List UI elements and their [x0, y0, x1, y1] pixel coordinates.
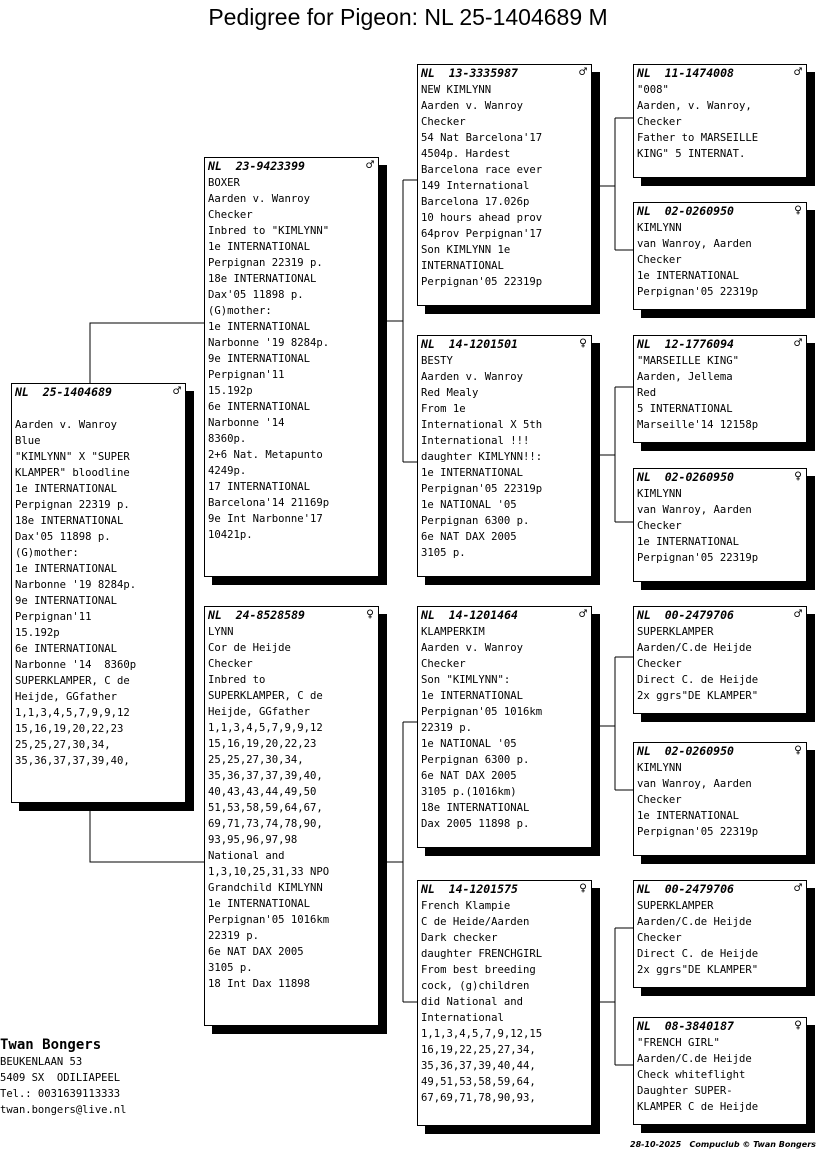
pigeon-details — [634, 1034, 806, 1115]
detail-line: Aarden/C.de Heijde — [637, 916, 752, 928]
card-header — [634, 881, 806, 897]
detail-line: 18e INTERNATIONAL — [421, 802, 530, 814]
owner-city: 5409 SX ODILIAPEEL — [0, 1072, 121, 1084]
detail-line: Perpignan'05 22319p — [421, 276, 543, 288]
detail-line: Perpignan 22319 p. — [208, 257, 323, 269]
detail-line: Narbonne '14 8360p — [15, 659, 137, 671]
detail-line: 10 hours ahead prov — [421, 212, 543, 224]
detail-line: Checker — [637, 520, 682, 532]
ring-number: NL 08-3840187 — [637, 1019, 734, 1033]
detail-line: 3105 p.(1016km) — [421, 786, 517, 798]
ring-number: NL 13-3335987 — [421, 66, 518, 80]
detail-line: 149 International — [421, 180, 530, 192]
detail-line: van Wanroy, Aarden — [637, 778, 752, 790]
female-symbol-icon: ♀ — [366, 607, 374, 622]
detail-line: KIMLYNN — [637, 222, 682, 234]
detail-line: Dax 2005 11898 p. — [421, 818, 530, 830]
pigeon-details — [634, 352, 806, 433]
pigeon-card-ssd — [633, 202, 807, 310]
ring-number: NL 12-1776094 — [637, 337, 734, 351]
detail-line: Father to MARSEILLE — [637, 132, 759, 144]
detail-line: NEW KIMLYNN — [421, 84, 492, 96]
detail-line: "FRENCH GIRL" — [637, 1037, 720, 1049]
detail-line: 6e INTERNATIONAL — [208, 401, 311, 413]
detail-line: Perpignan 6300 p. — [421, 515, 530, 527]
detail-line: Perpignan'11 — [15, 611, 92, 623]
detail-line: Narbonne '19 8284p. — [15, 579, 137, 591]
detail-line: 8360p. — [208, 433, 247, 445]
detail-line: Checker — [637, 932, 682, 944]
detail-line: Red Mealy — [421, 387, 479, 399]
detail-line: 6e INTERNATIONAL — [15, 643, 118, 655]
male-symbol-icon: ♂ — [579, 607, 587, 622]
male-symbol-icon: ♂ — [366, 158, 374, 173]
detail-line: 51,53,58,59,64,67, — [208, 802, 323, 814]
pigeon-card-ds — [417, 606, 592, 848]
detail-line: Cor de Heijde — [208, 642, 291, 654]
detail-line: 67,69,71,78,90,93, — [421, 1092, 536, 1104]
detail-line: 10421p. — [208, 529, 253, 541]
detail-line: International !!! — [421, 435, 530, 447]
detail-line: Perpignan'05 22319p — [637, 286, 759, 298]
detail-line: Inbred to "KIMLYNN" — [208, 225, 330, 237]
ring-number: NL 02-0260950 — [637, 744, 734, 758]
pigeon-details — [634, 81, 806, 162]
detail-line: National and — [208, 850, 285, 862]
pigeon-details — [418, 897, 591, 1106]
card-header — [418, 881, 591, 897]
female-symbol-icon: ♀ — [794, 1018, 802, 1033]
owner-name: Twan Bongers — [0, 1037, 102, 1053]
detail-line: 64prov Perpignan'17 — [421, 228, 543, 240]
detail-line: 9e Int Narbonne'17 — [208, 513, 323, 525]
detail-line: Red — [637, 387, 657, 399]
page-title: Pedigree for Pigeon: NL 25-1404689 M — [208, 4, 608, 30]
detail-line: Marseille'14 12158p — [637, 419, 759, 431]
detail-line: 1e INTERNATIONAL — [637, 270, 740, 282]
detail-line: 15,16,19,20,22,23 — [15, 723, 124, 735]
pigeon-card-ss — [417, 64, 592, 306]
detail-line: Perpignan'05 22319p — [637, 552, 759, 564]
female-symbol-icon: ♀ — [794, 743, 802, 758]
detail-line: 6e NAT DAX 2005 — [208, 946, 304, 958]
male-symbol-icon: ♂ — [173, 384, 181, 399]
detail-line: 15,16,19,20,22,23 — [208, 738, 317, 750]
detail-line: 1e INTERNATIONAL — [637, 810, 740, 822]
detail-line: Direct C. de Heijde — [637, 948, 759, 960]
detail-line: daughter FRENCHGIRL — [421, 948, 543, 960]
detail-line: 2x ggrs"DE KLAMPER" — [637, 690, 759, 702]
detail-line: Narbonne '19 8284p. — [208, 337, 330, 349]
card-header — [634, 469, 806, 485]
detail-line: 3105 p. — [208, 962, 253, 974]
detail-line: Dax'05 11898 p. — [15, 531, 111, 543]
detail-line: 49,51,53,58,59,64, — [421, 1076, 536, 1088]
pigeon-card-subject — [11, 383, 186, 803]
ring-number: NL 24-8528589 — [208, 608, 305, 622]
detail-line: 6e NAT DAX 2005 — [421, 531, 517, 543]
footer-credit: 28-10-2025 Compuclub © Twan Bongers — [630, 1140, 816, 1149]
detail-line: LYNN — [208, 626, 234, 638]
card-header — [418, 336, 591, 352]
detail-line: 1e INTERNATIONAL — [637, 536, 740, 548]
card-header — [634, 607, 806, 623]
card-header — [12, 384, 185, 400]
pigeon-details — [634, 897, 806, 978]
detail-line: Checker — [208, 209, 253, 221]
owner-phone: Tel.: 0031639113333 — [0, 1088, 121, 1100]
detail-line: BOXER — [208, 177, 240, 189]
detail-line: Checker — [637, 116, 682, 128]
ring-number: NL 00-2479706 — [637, 882, 734, 896]
detail-line: van Wanroy, Aarden — [637, 504, 752, 516]
card-header — [418, 65, 591, 81]
detail-line: 1e INTERNATIONAL — [15, 563, 118, 575]
detail-line: KING" 5 INTERNAT. — [637, 148, 746, 160]
detail-line: Check whiteflight — [637, 1069, 746, 1081]
detail-line: Perpignan'05 1016km — [421, 706, 543, 718]
pigeon-details — [12, 400, 185, 769]
card-header — [205, 607, 378, 623]
detail-line: Aarden v. Wanroy — [421, 642, 524, 654]
detail-line: Aarden v. Wanroy — [208, 193, 311, 205]
detail-line: 1e INTERNATIONAL — [421, 690, 524, 702]
detail-line: (G)mother: — [208, 305, 272, 317]
detail-line: KIMLYNN — [637, 762, 682, 774]
detail-line: KLAMPER" bloodline — [15, 467, 130, 479]
female-symbol-icon: ♀ — [579, 336, 587, 351]
detail-line: Dax'05 11898 p. — [208, 289, 304, 301]
detail-line: Inbred to — [208, 674, 266, 686]
detail-line: Perpignan'05 22319p — [421, 483, 543, 495]
detail-line: 18e INTERNATIONAL — [15, 515, 124, 527]
detail-line: KLAMPER C de Heijde — [637, 1101, 759, 1113]
pigeon-card-dam — [204, 606, 379, 1026]
detail-line: From 1e — [421, 403, 466, 415]
detail-line: 1e INTERNATIONAL — [421, 467, 524, 479]
pigeon-card-sss — [633, 64, 807, 178]
detail-line: Aarden v. Wanroy — [421, 371, 524, 383]
detail-line: 35,36,37,37,39,40, — [15, 755, 130, 767]
detail-line: 5 INTERNATIONAL — [637, 403, 733, 415]
detail-line: SUPERKLAMPER — [637, 626, 714, 638]
detail-line: 35,36,37,39,40,44, — [421, 1060, 536, 1072]
detail-line: Heijde, GGfather — [208, 706, 311, 718]
pigeon-card-dss — [633, 606, 807, 714]
detail-line: Checker — [421, 658, 466, 670]
detail-line: van Wanroy, Aarden — [637, 238, 752, 250]
detail-line: 1,1,3,4,5,7,9,9,12 — [208, 722, 323, 734]
male-symbol-icon: ♂ — [794, 607, 802, 622]
detail-line: 17 INTERNATIONAL — [208, 481, 311, 493]
detail-line: 1e INTERNATIONAL — [208, 241, 311, 253]
detail-line: Daughter SUPER- — [637, 1085, 733, 1097]
pigeon-details — [418, 623, 591, 832]
detail-line: 1,3,10,25,31,33 NPO — [208, 866, 330, 878]
card-header — [205, 158, 378, 174]
male-symbol-icon: ♂ — [579, 65, 587, 80]
pigeon-card-sire — [204, 157, 379, 577]
ring-number: NL 23-9423399 — [208, 159, 305, 173]
detail-line: Aarden/C.de Heijde — [637, 642, 752, 654]
detail-line: Perpignan'05 1016km — [208, 914, 330, 926]
detail-line: Dark checker — [421, 932, 498, 944]
detail-line: 69,71,73,74,78,90, — [208, 818, 323, 830]
detail-line: Barcelona race ever — [421, 164, 543, 176]
pigeon-card-dd — [417, 880, 592, 1126]
detail-line: KIMLYNN — [637, 488, 682, 500]
detail-line: 15.192p — [15, 627, 60, 639]
card-header — [634, 203, 806, 219]
detail-line: 18e INTERNATIONAL — [208, 273, 317, 285]
pigeon-details — [205, 174, 378, 543]
male-symbol-icon: ♂ — [794, 881, 802, 896]
ring-number: NL 14-1201501 — [421, 337, 518, 351]
female-symbol-icon: ♀ — [579, 881, 587, 896]
ring-number: NL 14-1201464 — [421, 608, 518, 622]
ring-number: NL 25-1404689 — [15, 385, 112, 399]
ring-number: NL 00-2479706 — [637, 608, 734, 622]
detail-line: Checker — [637, 658, 682, 670]
detail-line: 93,95,96,97,98 — [208, 834, 298, 846]
pigeon-card-sds — [633, 335, 807, 443]
detail-line: Aarden/C.de Heijde — [637, 1053, 752, 1065]
detail-line: SUPERKLAMPER, C de — [15, 675, 130, 687]
detail-line: 25,25,27,30,34, — [15, 739, 111, 751]
detail-line: BESTY — [421, 355, 453, 367]
detail-line: INTERNATIONAL — [421, 260, 504, 272]
detail-line: Checker — [637, 794, 682, 806]
detail-line: 1,1,3,4,5,7,9,12,15 — [421, 1028, 543, 1040]
pigeon-card-dds — [633, 880, 807, 988]
male-symbol-icon: ♂ — [794, 65, 802, 80]
detail-line: Aarden, v. Wanroy, — [637, 100, 752, 112]
detail-line: 54 Nat Barcelona'17 — [421, 132, 543, 144]
detail-line: Checker — [208, 658, 253, 670]
detail-line: Narbonne '14 — [208, 417, 285, 429]
detail-line: Barcelona'14 21169p — [208, 497, 330, 509]
card-header — [634, 1018, 806, 1034]
detail-line: 6e NAT DAX 2005 — [421, 770, 517, 782]
owner-info — [0, 1036, 126, 1118]
detail-line: 25,25,27,30,34, — [208, 754, 304, 766]
detail-line: SUPERKLAMPER, C de — [208, 690, 323, 702]
detail-line: 9e INTERNATIONAL — [15, 595, 118, 607]
detail-line — [15, 401, 183, 417]
pigeon-details — [634, 623, 806, 704]
detail-line: "MARSEILLE KING" — [637, 355, 740, 367]
detail-line: cock, (g)children — [421, 980, 530, 992]
pigeon-card-sdd — [633, 468, 807, 582]
pigeon-card-ddd — [633, 1017, 807, 1125]
ring-number: NL 11-1474008 — [637, 66, 734, 80]
male-symbol-icon: ♂ — [794, 336, 802, 351]
detail-line: 16,19,22,25,27,34, — [421, 1044, 536, 1056]
detail-line: (G)mother: — [15, 547, 79, 559]
detail-line: 1e INTERNATIONAL — [208, 898, 311, 910]
detail-line: Heijde, GGfather — [15, 691, 118, 703]
detail-line: Perpignan 22319 p. — [15, 499, 130, 511]
detail-line: did National and — [421, 996, 524, 1008]
owner-email: twan.bongers@live.nl — [0, 1104, 127, 1116]
detail-line: 1,1,3,4,5,7,9,9,12 — [15, 707, 130, 719]
detail-line: 1e INTERNATIONAL — [15, 483, 118, 495]
pigeon-details — [418, 81, 591, 290]
pigeon-card-dsd — [633, 742, 807, 856]
detail-line: daughter KIMLYNN!!: — [421, 451, 543, 463]
detail-line: Checker — [421, 116, 466, 128]
detail-line: International X 5th — [421, 419, 543, 431]
detail-line: Blue — [15, 435, 41, 447]
ring-number: NL 14-1201575 — [421, 882, 518, 896]
card-header — [418, 607, 591, 623]
detail-line: Perpignan'05 22319p — [637, 826, 759, 838]
detail-line: 15.192p — [208, 385, 253, 397]
detail-line: Son "KIMLYNN": — [421, 674, 511, 686]
detail-line: 4249p. — [208, 465, 247, 477]
detail-line: C de Heide/Aarden — [421, 916, 530, 928]
detail-line: From best breeding — [421, 964, 536, 976]
detail-line: 18 Int Dax 11898 — [208, 978, 311, 990]
ring-number: NL 02-0260950 — [637, 470, 734, 484]
detail-line: French Klampie — [421, 900, 511, 912]
card-header — [634, 65, 806, 81]
detail-line: 35,36,37,37,39,40, — [208, 770, 323, 782]
detail-line: 4504p. Hardest — [421, 148, 511, 160]
detail-line: 1e NATIONAL '05 — [421, 499, 517, 511]
detail-line: Aarden, Jellema — [637, 371, 733, 383]
pigeon-details — [634, 485, 806, 566]
pigeon-details — [634, 759, 806, 840]
detail-line: 1e NATIONAL '05 — [421, 738, 517, 750]
detail-line: "008" — [637, 84, 669, 96]
detail-line: 9e INTERNATIONAL — [208, 353, 311, 365]
detail-line: KLAMPERKIM — [421, 626, 485, 638]
detail-line: 1e INTERNATIONAL — [208, 321, 311, 333]
ring-number: NL 02-0260950 — [637, 204, 734, 218]
female-symbol-icon: ♀ — [794, 203, 802, 218]
pigeon-card-sd — [417, 335, 592, 577]
detail-line: Direct C. de Heijde — [637, 674, 759, 686]
detail-line: Perpignan 6300 p. — [421, 754, 530, 766]
detail-line: 22319 p. — [421, 722, 473, 734]
pigeon-details — [418, 352, 591, 561]
detail-line: Aarden v. Wanroy — [15, 419, 118, 431]
pigeon-details — [205, 623, 378, 992]
detail-line: SUPERKLAMPER — [637, 900, 714, 912]
owner-address: BEUKENLAAN 53 — [0, 1056, 83, 1068]
detail-line: 22319 p. — [208, 930, 260, 942]
detail-line: Grandchild KIMLYNN — [208, 882, 323, 894]
card-header — [634, 336, 806, 352]
detail-line: Checker — [637, 254, 682, 266]
card-header — [634, 743, 806, 759]
detail-line: Perpignan'11 — [208, 369, 285, 381]
detail-line: 40,43,43,44,49,50 — [208, 786, 317, 798]
detail-line: 2x ggrs"DE KLAMPER" — [637, 964, 759, 976]
detail-line: International — [421, 1012, 504, 1024]
detail-line: Aarden v. Wanroy — [421, 100, 524, 112]
female-symbol-icon: ♀ — [794, 469, 802, 484]
detail-line: Barcelona 17.026p — [421, 196, 530, 208]
detail-line: 3105 p. — [421, 547, 466, 559]
detail-line: Son KIMLYNN 1e — [421, 244, 511, 256]
detail-line: 2+6 Nat. Metapunto — [208, 449, 323, 461]
pigeon-details — [634, 219, 806, 300]
detail-line: "KIMLYNN" X "SUPER — [15, 451, 130, 463]
